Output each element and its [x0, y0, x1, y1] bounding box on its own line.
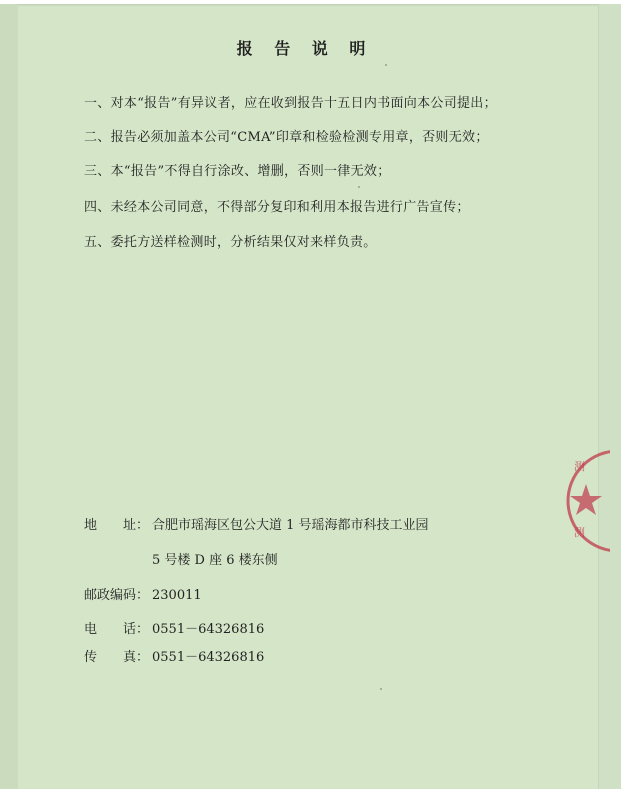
address-label: 地 址： — [84, 518, 150, 533]
report-page — [0, 4, 621, 789]
notice-item-3: 三、本“报告”不得自行涂改、增删，否则一律无效； — [84, 164, 391, 179]
fax-label: 传 真： — [84, 650, 150, 665]
address-row — [84, 514, 429, 533]
phone-label: 电 话： — [84, 622, 150, 637]
phone-value: 0551－64326816 — [152, 622, 265, 637]
postcode-row — [84, 584, 202, 603]
fax-row — [84, 646, 264, 665]
page-title: 报 告 说 明 — [236, 39, 374, 58]
postcode-label: 邮政编码： — [84, 588, 150, 603]
notice-item-2: 二、报告必须加盖本公司“CMA”印章和检验检测专用章，否则无效； — [84, 130, 489, 145]
notice-item-1: 一、对本“报告”有异议者，应在收到报告十五日内书面向本公司提出； — [84, 96, 497, 111]
notice-item-5: 五、委托方送样检测时，分析结果仅对来样负责。 — [84, 235, 377, 250]
phone-row — [84, 618, 264, 637]
paper-speck — [380, 688, 382, 690]
address-line-2: 5 号楼 D 座 6 楼东侧 — [152, 553, 278, 568]
address-line-1: 合肥市瑶海区包公大道 1 号瑶海都市科技工业园 — [152, 518, 429, 533]
paper-speck — [385, 64, 387, 66]
svg-text:测: 测 — [574, 460, 585, 473]
page-left-edge — [0, 4, 18, 789]
postcode-value: 230011 — [152, 588, 202, 603]
page-right-edge — [598, 4, 621, 789]
svg-text:测: 测 — [574, 526, 585, 539]
seal-stamp-icon — [566, 444, 610, 558]
notice-item-4: 四、未经本公司同意，不得部分复印和利用本报告进行广告宣传； — [84, 200, 470, 215]
paper-speck — [358, 186, 360, 188]
fax-value: 0551－64326816 — [152, 650, 265, 665]
